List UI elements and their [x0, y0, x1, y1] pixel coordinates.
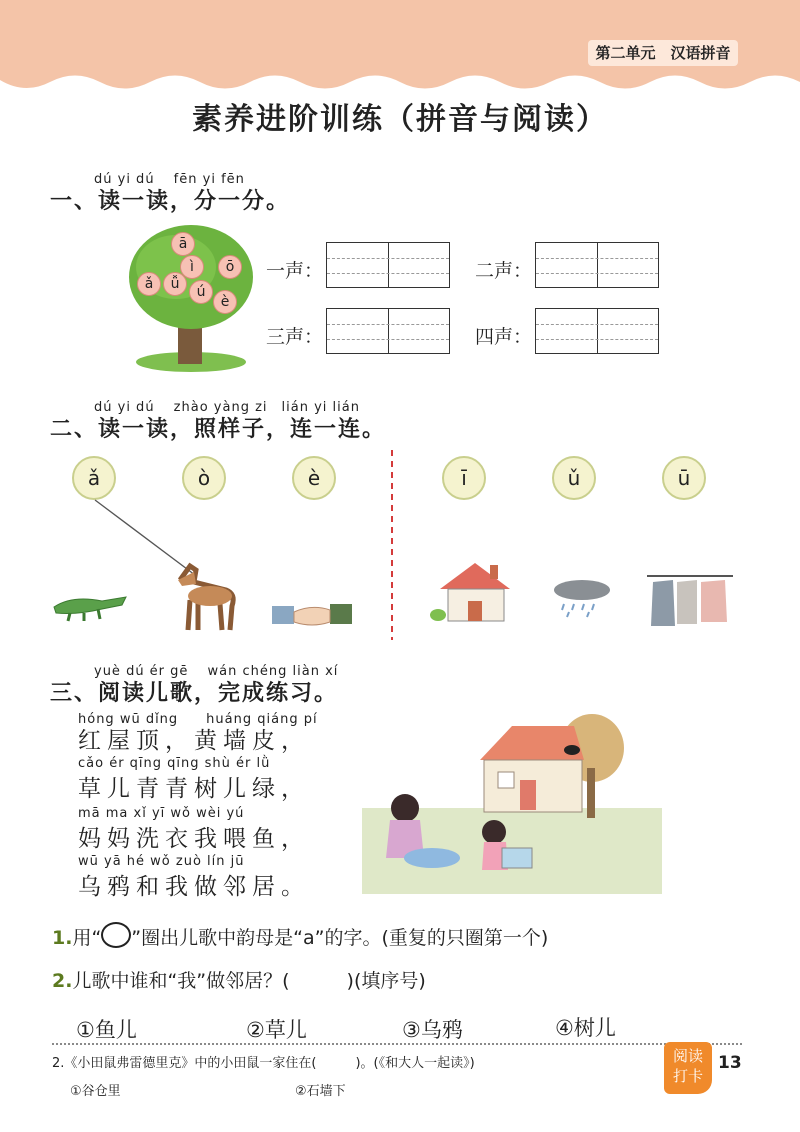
- question-1-text-a: 用“: [72, 927, 102, 949]
- footer-divider: [52, 1043, 742, 1045]
- poem-pinyin-2: cǎo ér qīng qīng shù ér lǜ: [78, 756, 271, 771]
- poem-pinyin-3: mā ma xǐ yī wǒ wèi yú: [78, 806, 245, 821]
- apple-o1: ō: [218, 255, 242, 279]
- question-2: [52, 966, 426, 993]
- answer-option-1[interactable]: ①鱼儿: [76, 1018, 137, 1042]
- badge-line-1: 阅读: [672, 1047, 703, 1065]
- tone3-label: 三声：: [266, 326, 324, 348]
- question-1-number: 1.: [52, 927, 73, 949]
- apple-a3: ǎ: [137, 272, 161, 296]
- apple-u2: ú: [189, 280, 213, 304]
- footer-option-1[interactable]: ①谷仓里: [70, 1084, 121, 1099]
- clothes-rack-icon[interactable]: [645, 572, 735, 630]
- question-1-text-b: ”圈出儿歌中韵母是“a”的字。(重复的只圈第一个): [131, 927, 549, 949]
- horse-icon[interactable]: [172, 560, 242, 635]
- handshake-icon[interactable]: [272, 598, 352, 634]
- unit-tag: 第二单元 汉语拼音: [588, 40, 738, 66]
- section2-pinyin: dú yi dú zhào yàng zi lián yi lián: [94, 400, 360, 415]
- tone4-label: 四声：: [475, 326, 533, 348]
- poem-pinyin-4: wū yā hé wǒ zuò lín jū: [78, 854, 245, 869]
- section1-heading: 一、读一读，分一分。: [50, 189, 291, 214]
- option-i1[interactable]: ī: [442, 456, 486, 500]
- answer-option-4[interactable]: ④树儿: [555, 1016, 616, 1040]
- option-u3[interactable]: ǔ: [552, 456, 596, 500]
- poem-line-4: 乌鸦和我做邻居。: [78, 874, 310, 900]
- option-o4[interactable]: ò: [182, 456, 226, 500]
- poem-line-2: 草儿青青树儿绿，: [78, 776, 310, 802]
- page-title: 素养进阶训练（拼音与阅读）: [192, 102, 608, 137]
- section2-heading: 二、读一读，照样子，连一连。: [50, 417, 387, 442]
- crocodile-icon[interactable]: [52, 585, 130, 625]
- reading-checkin-badge[interactable]: [664, 1042, 712, 1094]
- footer-question: 2.《小田鼠弗雷德里克》中的小田鼠一家住在( )。(《和大人一起读》): [52, 1056, 475, 1071]
- question-2-text: 儿歌中谁和“我”做邻居？( )(填序号): [72, 970, 426, 992]
- answer-option-3[interactable]: ③乌鸦: [402, 1018, 463, 1042]
- poem-pinyin-1: hóng wū dǐng huáng qiáng pí: [78, 712, 318, 727]
- tone2-answer-box[interactable]: [535, 242, 659, 288]
- question-1: [52, 922, 548, 950]
- footer-option-2[interactable]: ②石墙下: [295, 1084, 346, 1099]
- rain-cloud-icon[interactable]: [550, 578, 614, 618]
- section3-heading: 三、阅读儿歌，完成练习。: [50, 681, 339, 706]
- section1-pinyin: dú yi dú fēn yi fēn: [94, 172, 245, 187]
- poem-line-3: 妈妈洗衣我喂鱼，: [78, 826, 310, 852]
- family-house-illustration: [362, 708, 662, 894]
- circle-mark-icon: [101, 922, 131, 948]
- apple-a1: ā: [171, 232, 195, 256]
- question-2-number: 2.: [52, 970, 73, 992]
- tone2-label: 二声：: [475, 260, 533, 282]
- apple-e4: è: [213, 290, 237, 314]
- apple-v3: ǚ: [163, 272, 187, 296]
- section3-pinyin: yuè dú ér gē wán chéng liàn xí: [94, 664, 339, 679]
- poem-line-1: 红屋顶，黄墙皮，: [78, 728, 310, 754]
- option-u1[interactable]: ū: [662, 456, 706, 500]
- answer-option-2[interactable]: ②草儿: [246, 1018, 307, 1042]
- badge-line-2: 打卡: [672, 1067, 703, 1085]
- option-a3[interactable]: ǎ: [72, 456, 116, 500]
- tone3-answer-box[interactable]: [326, 308, 450, 354]
- tone1-label: 一声：: [266, 260, 324, 282]
- apple-i4: ì: [180, 255, 204, 279]
- page-number: 13: [718, 1053, 742, 1073]
- tone4-answer-box[interactable]: [535, 308, 659, 354]
- option-e4[interactable]: è: [292, 456, 336, 500]
- house-icon[interactable]: [430, 555, 520, 625]
- tone1-answer-box[interactable]: [326, 242, 450, 288]
